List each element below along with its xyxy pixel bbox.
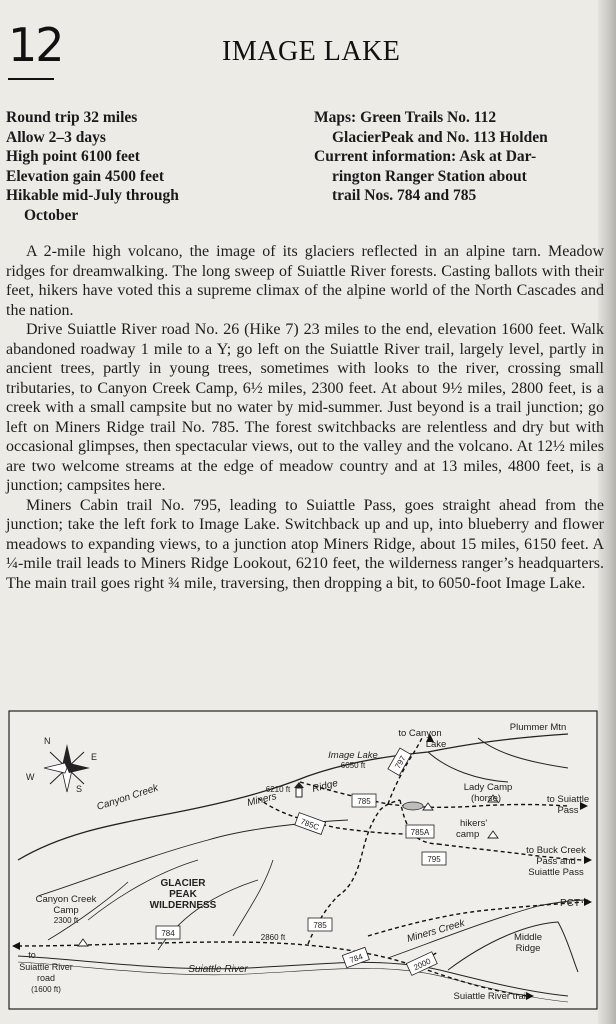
hike-number-underline xyxy=(8,78,54,80)
trail-number-box xyxy=(352,794,376,807)
fact-allow: Allow 2–3 days xyxy=(6,128,106,146)
label-miners: Miners xyxy=(246,790,278,809)
svg-text:784: 784 xyxy=(348,951,364,965)
label-to-canyon-lake-1: to Canyon xyxy=(398,728,442,739)
fact-maps-cont: GlacierPeak and No. 113 Holden xyxy=(332,128,548,146)
label-junction-elev: 2860 ft xyxy=(260,933,286,942)
label-lady-camp-horse: (horse) xyxy=(470,793,502,804)
label-lady-camp: Lady Camp xyxy=(463,782,513,793)
label-peak: PEAK xyxy=(169,889,197,900)
label-plummer-mtn: Plummer Mtn xyxy=(509,722,567,733)
compass-n: N xyxy=(44,736,51,746)
label-road-elev: (1600 ft) xyxy=(31,985,61,994)
fact-hikable-cont: October xyxy=(24,206,79,224)
label-pct: PCT xyxy=(560,898,580,909)
fact-maps: Maps: Green Trails No. 112 xyxy=(314,109,497,126)
fact-high-point: High point 6100 feet xyxy=(6,148,140,165)
label-ridge-2: Ridge xyxy=(515,943,541,954)
label-lookout-elev: 6210 ft xyxy=(265,785,291,794)
trail-number-box xyxy=(406,825,434,838)
fact-round-trip: Round trip 32 miles xyxy=(6,109,138,126)
label-to-suiattle-pass-2: Pass xyxy=(557,805,579,816)
label-image-lake-elev: 6050 ft xyxy=(340,761,366,770)
paragraph-directions: Drive Suiattle River road No. 26 (Hike 7) 23 miles to the end, elevation 1600 feet. Walk abandoned roadway 1 mile to a Y; go left on the Suiattle River trail, largely level, partly in ancient trees, partly in young trees, sometimes with looks to the river, crossing small tributaries, to Canyon Creek Camp, 6½ miles, 2300 feet. At about 9½ miles, 2800 feet, is a creek with a small campsite but no water by mid-summer. Just beyond is a trail junction; go left on Miners Ridge trail No. 785. The forest switchbacks are relentless and dry but with occasional glimpses, then spectacular views, out to the valley and the volcano. At 12½ miles are two welcome streams at the edge of meadow country and at 13 miles, 4800 feet, is a junction; campsites here. xyxy=(6,321,604,494)
label-to-suiattle-pass-1: to Suiattle xyxy=(546,794,590,805)
trail-number-box xyxy=(422,852,446,865)
svg-text:785: 785 xyxy=(313,921,327,930)
image-lake-shape xyxy=(403,802,423,810)
label-image-lake: Image Lake xyxy=(328,750,378,761)
compass-s: S xyxy=(76,784,83,794)
label-road: road xyxy=(36,973,56,983)
trail-number-box xyxy=(308,918,332,931)
label-to-buck-creek-3: Suiattle Pass xyxy=(528,867,584,878)
svg-text:785C: 785C xyxy=(299,816,321,832)
svg-text:785: 785 xyxy=(357,797,371,806)
label-middle: Middle xyxy=(514,932,542,943)
paragraph-route: Miners Cabin trail No. 795, leading to Suiattle Pass, goes straight ahead from the junction; take the left fork to Image Lake. Switchback up and up, into blueberry and flower meadows to expanding views, to a junction atop Miners Ridge, about 15 miles, 6150 feet. A ¼-mile trail leads to Miners Ridge Lookout, 6210 feet, the wilderness ranger’s headquarters. The main trail goes right ¾ mile, traversing, then dropping a bit, to 6050-foot Image Lake. xyxy=(6,496,604,592)
label-canyon-creek: Canyon Creek xyxy=(95,782,160,813)
label-hikers-camp: camp xyxy=(456,829,480,840)
svg-text:2000: 2000 xyxy=(412,956,433,973)
trail-number-box xyxy=(156,926,180,939)
paragraph-intro: A 2-mile high volcano, the image of its glaciers reflected in an alpine tarn. Meadow ridges for dreamwalking. The long sweep of Suiattle River forests. Casting ballots with their feet, hikers have voted this a supreme climax of the alpine world of the North Cascades and the nation. xyxy=(6,243,604,319)
compass-e: E xyxy=(91,752,98,762)
label-canyon-creek-camp-1: Canyon Creek xyxy=(35,894,97,905)
label-ridge: Ridge xyxy=(311,777,340,795)
svg-text:784: 784 xyxy=(161,929,175,938)
label-to-buck-creek-2: Pass and xyxy=(536,856,576,867)
label-wilderness: WILDERNESS xyxy=(149,900,217,911)
svg-text:797: 797 xyxy=(393,754,408,771)
label-to-canyon-lake-2: Lake xyxy=(425,739,447,750)
label-canyon-creek-camp-elev: 2300 ft xyxy=(53,916,79,925)
svg-text:785A: 785A xyxy=(410,828,430,837)
map-border xyxy=(9,711,597,1009)
label-road-suiattle-river: Suiattle River xyxy=(19,962,73,972)
fact-current-info-cont2: trail Nos. 784 and 785 xyxy=(332,187,477,204)
hike-number: 12 xyxy=(8,18,63,72)
hike-title: IMAGE LAKE xyxy=(222,36,401,67)
label-miners-creek: Miners Creek xyxy=(405,917,466,945)
label-glacier: GLACIER xyxy=(160,878,206,889)
label-suiattle-river-trail: Suiattle River trail xyxy=(453,991,528,1002)
label-canyon-creek-camp-2: Camp xyxy=(53,905,79,916)
label-to-buck-creek-1: to Buck Creek xyxy=(526,845,586,856)
trail-map xyxy=(8,710,598,1010)
fact-current-info: Current information: Ask at Dar- xyxy=(314,148,537,165)
trail-facts-left xyxy=(6,108,302,225)
label-road-to: to xyxy=(28,950,36,960)
hike-description xyxy=(6,242,604,593)
fact-current-info-cont1: rington Ranger Station about xyxy=(332,167,527,185)
compass-w: W xyxy=(26,772,35,782)
svg-text:795: 795 xyxy=(427,855,441,864)
label-suiattle-river: Suiattle River xyxy=(188,964,248,975)
label-hikers: hikers' xyxy=(460,818,488,829)
fact-hikable: Hikable mid-July through xyxy=(6,187,179,204)
fact-elevation-gain: Elevation gain 4500 feet xyxy=(6,167,164,185)
trail-facts-right xyxy=(314,108,604,206)
